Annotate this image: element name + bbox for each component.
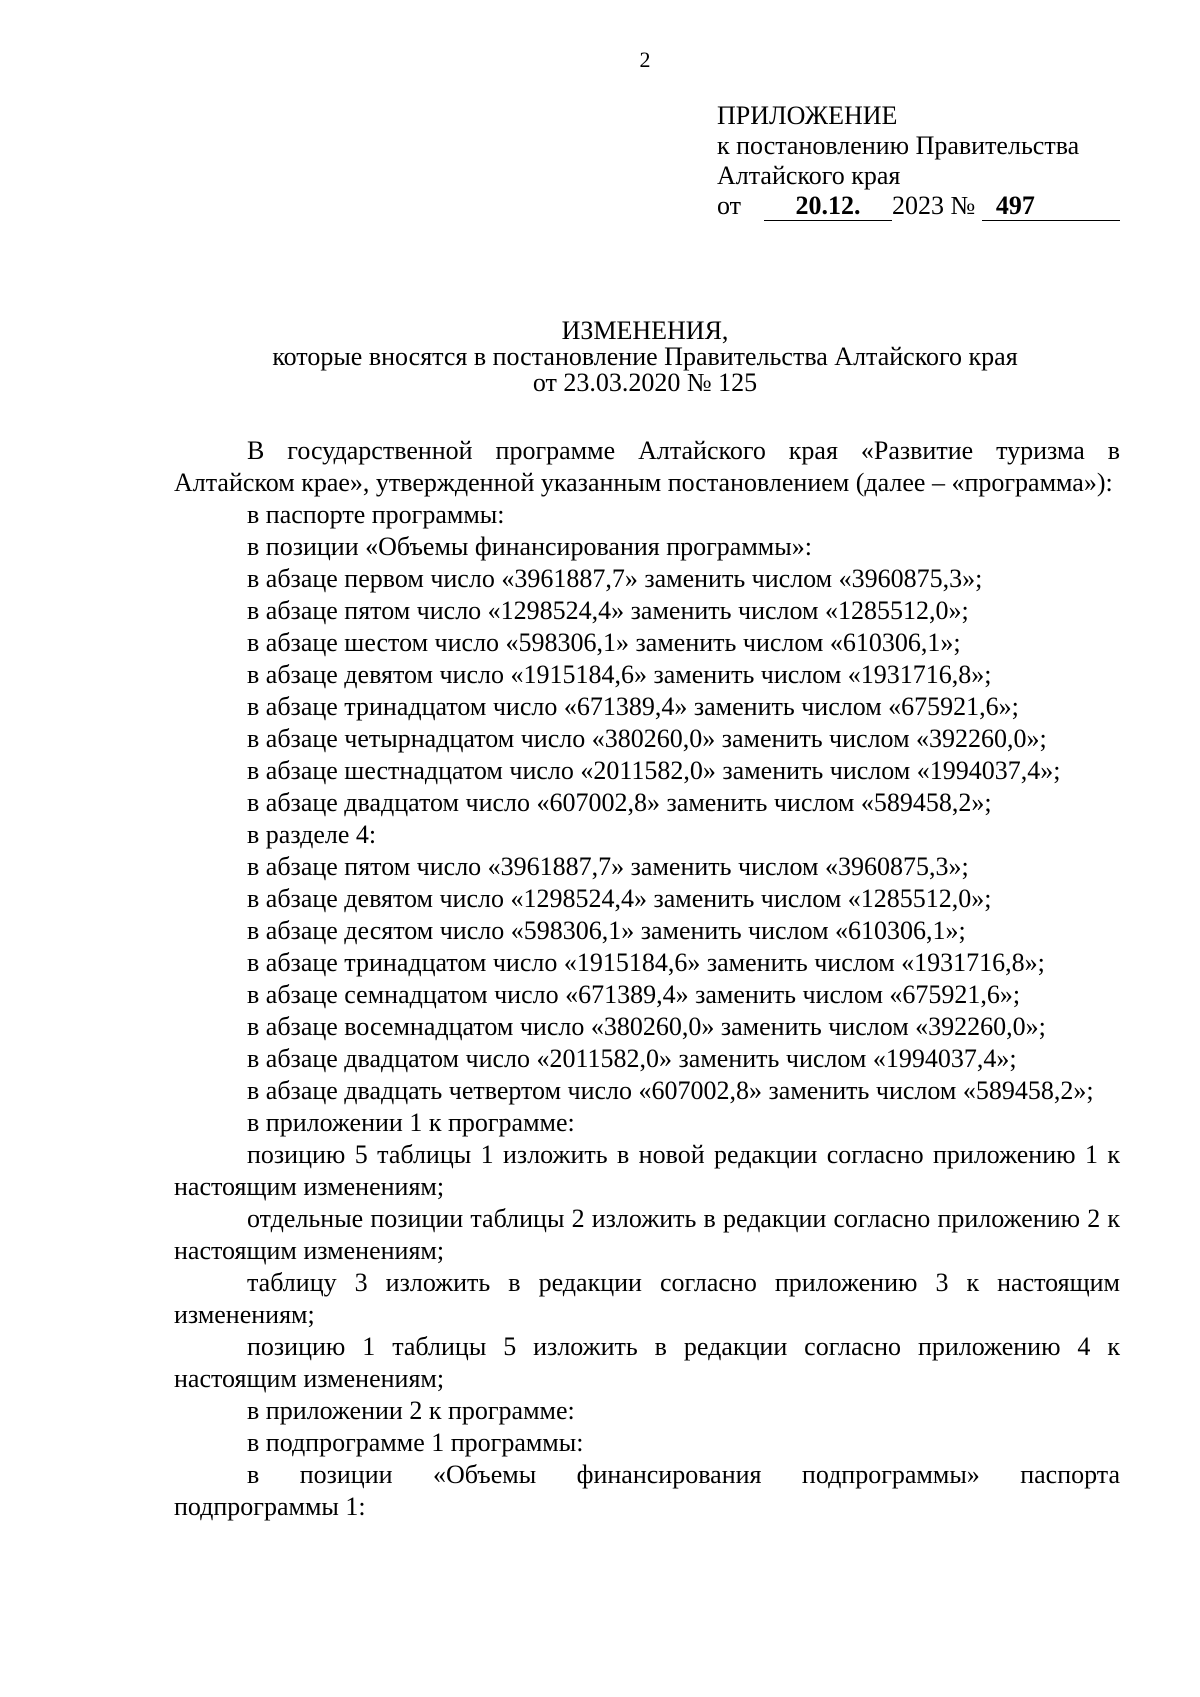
- document-heading: [172, 318, 1118, 396]
- paragraph: в абзаце десятом число «598306,1» заменить числом «610306,1»;: [247, 916, 966, 945]
- paragraph: в абзаце шестнадцатом число «2011582,0» заменить числом «1994037,4»;: [247, 756, 1061, 785]
- paragraph: в абзаце девятом число «1298524,4» заменить числом «1285512,0»;: [247, 884, 992, 913]
- paragraph: позицию 5 таблицы 1 изложить в новой редакции согласно приложению 1 к настоящим изменениям;: [174, 1140, 1120, 1201]
- appendix-year: 2023 №: [892, 191, 976, 220]
- paragraph: в позиции «Объемы финансирования программы»:: [247, 532, 812, 561]
- paragraph: в приложении 2 к программе:: [247, 1396, 575, 1425]
- paragraph: в абзаце тринадцатом число «671389,4» заменить числом «675921,6»;: [247, 692, 1019, 721]
- paragraph: В государственной программе Алтайского края «Развитие туризма в Алтайском крае», утвержденной указанным постановлением (далее – «программа»):: [174, 436, 1120, 497]
- paragraph: в абзаце двадцатом число «2011582,0» заменить числом «1994037,4»;: [247, 1044, 1017, 1073]
- paragraph: в абзаце двадцатом число «607002,8» заменить числом «589458,2»;: [247, 788, 992, 817]
- heading-subtitle: которые вносятся в постановление Правительства Алтайского края: [272, 342, 1018, 371]
- paragraph: в абзаце шестом число «598306,1» заменить числом «610306,1»;: [247, 628, 961, 657]
- paragraph: в абзаце двадцать четвертом число «607002,8» заменить числом «589458,2»;: [247, 1076, 1094, 1105]
- paragraph: в абзаце восемнадцатом число «380260,0» заменить числом «392260,0»;: [247, 1012, 1046, 1041]
- paragraph: в абзаце девятом число «1915184,6» заменить числом «1931716,8»;: [247, 660, 992, 689]
- appendix-header: [717, 101, 1127, 225]
- paragraph: в абзаце четырнадцатом число «380260,0» заменить числом «392260,0»;: [247, 724, 1047, 753]
- heading-reference: от 23.03.2020 № 125: [532, 368, 758, 397]
- appendix-from-label: от: [717, 191, 742, 220]
- paragraph: в абзаце пятом число «3961887,7» заменить числом «3960875,3»;: [247, 852, 969, 881]
- appendix-number: 497: [982, 192, 1120, 221]
- appendix-line-1: к постановлению Правительства: [717, 131, 1080, 160]
- page-number: 2: [639, 47, 651, 72]
- appendix-line-2: Алтайского края: [717, 161, 901, 190]
- appendix-date: 20.12.: [764, 192, 892, 221]
- appendix-date-line: [717, 191, 1127, 225]
- paragraph: в позиции «Объемы финансирования подпрограммы» паспорта подпрограммы 1:: [174, 1460, 1120, 1521]
- heading-title: ИЗМЕНЕНИЯ,: [561, 316, 729, 345]
- paragraph: в абзаце пятом число «1298524,4» заменить числом «1285512,0»;: [247, 596, 969, 625]
- paragraph: таблицу 3 изложить в редакции согласно приложению 3 к настоящим изменениям;: [174, 1268, 1120, 1329]
- appendix-title: ПРИЛОЖЕНИЕ: [717, 101, 898, 130]
- paragraph: отдельные позиции таблицы 2 изложить в редакции согласно приложению 2 к настоящим изменениям;: [174, 1204, 1120, 1265]
- paragraph: в абзаце тринадцатом число «1915184,6» заменить числом «1931716,8»;: [247, 948, 1045, 977]
- paragraph: позицию 1 таблицы 5 изложить в редакции согласно приложению 4 к настоящим изменениям;: [174, 1332, 1120, 1393]
- paragraph: в приложении 1 к программе:: [247, 1108, 575, 1137]
- paragraph: в абзаце семнадцатом число «671389,4» заменить числом «675921,6»;: [247, 980, 1021, 1009]
- paragraph: в подпрограмме 1 программы:: [247, 1428, 584, 1457]
- document-body: [174, 435, 1120, 1523]
- paragraph: в абзаце первом число «3961887,7» заменить числом «3960875,3»;: [247, 564, 983, 593]
- paragraph: в паспорте программы:: [247, 500, 505, 529]
- paragraph: в разделе 4:: [247, 820, 377, 849]
